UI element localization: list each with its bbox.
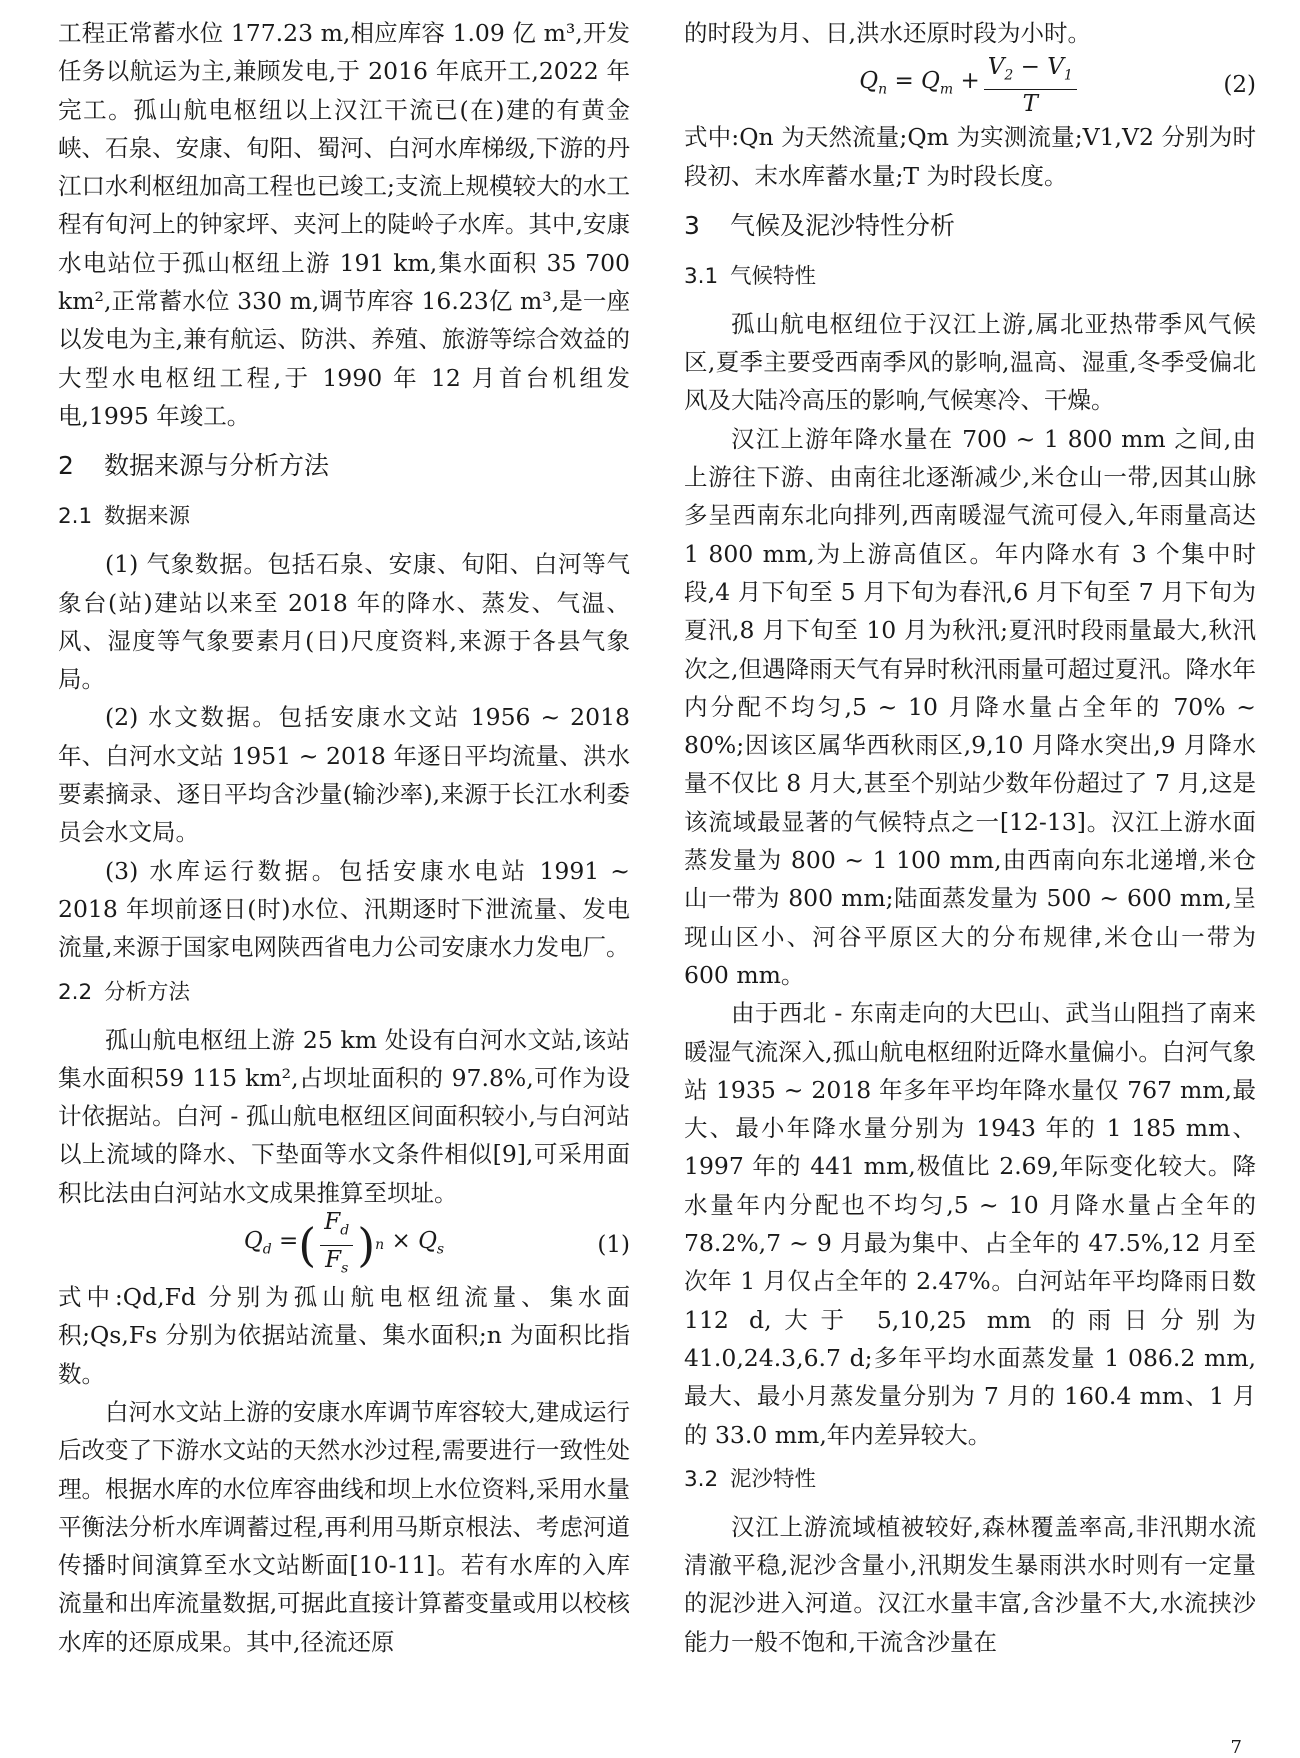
paragraph: (3) 水库运行数据。包括安康水电站 1991 ~ 2018 年坝前逐日(时)水位、汛期逐时下泄流量、发电流量,来源于国家电网陕西省电力公司安康水力发电厂。 [58, 856, 630, 962]
section-heading: 3 气候及泥沙特性分析 [684, 210, 956, 240]
paragraph: (2) 水文数据。包括安康水文站 1956 ~ 2018 年、白河水文站 1951 ~ 2018 年逐日平均流量、洪水要素摘录、逐日平均含沙量(输沙率),来源于长江水利委员会水文局。 [58, 703, 630, 847]
paragraph: 汉江上游年降水量在 700 ~ 1 800 mm 之间,由上游往下游、由南往北逐渐减少,米仓山一带,因其山脉多呈西南东北向排列,西南暖湿气流可侵入,年雨量高达 1 800 mm,为上游高值区。年内降水有 3 个集中时段,4 月下旬至 5 月下旬为春汛,6 月下旬至 7 月下旬为夏汛,8 月下旬至 10 月为秋汛;夏汛时段雨量最大,秋汛次之,但遇降雨天气有异时秋汛雨量可超过夏汛。降水年内分配不均匀,5 ~ 10 月降水量占全年的 70% ~ 80%;因该区属华西秋雨区,9,10 月降水突出,9 月降水量不仅比 8 月大,甚至个别站少数年份超过了 7 月,这是该流域最显著的气候特点之一[12-13]。汉江上游水面蒸发量为 800 ~ 1 100 mm,由西南向东北递增,米仓山一带为 800 mm;陆面蒸发量为 500 ~ 600 mm,呈现山区小、河谷平原区大的分布规律,米仓山一带为 600 mm。 [684, 424, 1256, 989]
paragraph: (1) 气象数据。包括石泉、安康、旬阳、白河等气象台(站)建站以来至 2018 年的降水、蒸发、气温、风、湿度等气象要素月(日)尺度资料,来源于各县气象局。 [58, 550, 630, 694]
paragraph: 式中:Qd,Fd 分别为孤山航电枢纽流量、集水面积;Qs,Fs 分别为依据站流量、集水面积;n 为面积比指数。 [58, 1283, 630, 1388]
subsection-heading: 3.1 气候特性 [684, 263, 817, 289]
paragraph: 孤山航电枢纽位于汉江上游,属北亚热带季风气候区,夏季主要受西南季风的影响,温高、湿重,冬季受偏北风及大陆冷高压的影响,气候寒冷、干燥。 [684, 309, 1256, 415]
equation-2: $Q_n = Q_m$ + $\frac{V_2 - V_1}{T}$ (2) [859, 53, 1256, 118]
equation-1: $Q_d$ = ( $\frac{F_d}{F_s}$ ) n × $Q_s$ (1) [243, 1208, 630, 1277]
subsection-heading: 2.1 数据来源 [58, 504, 191, 530]
paragraph: 工程正常蓄水位 177.23 m,相应库容 1.09 亿 m³,开发任务以航运为主,兼顾发电,于 2016 年底开工,2022 年完工。孤山航电枢纽以上汉江干流已(在)建的有黄金峡、石泉、安康、旬阳、蜀河、白河水库梯级,下游的丹江口水利枢纽加高工程也已竣工;支流上规模较大的水工程有旬河上的钟家坪、夹河上的陡岭子水库。其中,安康水电站位于孤山枢纽上游 191 km,集水面积 35 700 km²,正常蓄水位 330 m,调节库容 16.23亿 m³,是一座以发电为主,兼有航运、防洪、养殖、旅游等综合效益的大型水电枢纽工程,于 1990 年 12 月首台机组发电,1995 年竣工。 [58, 19, 630, 430]
paragraph: 由于西北 - 东南走向的大巴山、武当山阻挡了南来暖湿气流深入,孤山航电枢纽附近降水量偏小。白河气象站 1935 ~ 2018 年多年平均年降水量仅 767 mm,最大、最小年降水量分别为 1943 年的 1 185 mm、1997 年的 441 mm,极值比 2.69,年际变化较大。降水量年内分配也不均匀,5 ~ 10 月降水量占全年的 78.2%,7 ~ 9 月最为集中、占全年的 47.5%,12 月至次年 1 月仅占全年的 2.47%。白河站年平均降雨日数 112 d,大于 5,10,25 mm 的雨日分别为41.0,24.3,6.7 d;多年平均水面蒸发量 1 086.2 mm,最大、最小月蒸发量分别为 7 月的 160.4 mm、1 月的 33.0 mm,年内差异较大。 [684, 999, 1256, 1449]
paragraph: 式中:Qn 为天然流量;Qm 为实测流量;V1,V2 分别为时段初、末水库蓄水量;T 为时段长度。 [684, 123, 1256, 190]
section-heading: 2 数据来源与分析方法 [58, 451, 330, 481]
paragraph: 的时段为月、日,洪水还原时段为小时。 [684, 19, 1091, 47]
paragraph: 汉江上游流域植被较好,森林覆盖率高,非汛期水流清澈平稳,泥沙含量小,汛期发生暴雨洪水时则有一定量的泥沙进入河道。汉江水量丰富,含沙量不大,水流挟沙能力一般不饱和,干流含沙量在 [684, 1512, 1256, 1656]
page-number: 7 [1230, 1737, 1242, 1758]
subsection-heading: 3.2 泥沙特性 [684, 1466, 817, 1492]
equation-number: (2) [1223, 72, 1256, 99]
right-column [684, 14, 1256, 1661]
left-column [58, 14, 630, 1661]
paragraph: 孤山航电枢纽上游 25 km 处设有白河水文站,该站集水面积59 115 km²,占坝址面积的 97.8%,可作为设计依据站。白河 - 孤山航电枢纽区间面积较小,与白河站以上流域的降水、下垫面等水文条件相似[9],可采用面积比法由白河站水文成果推算至坝址。 [58, 1025, 630, 1207]
subsection-heading: 2.2 分析方法 [58, 979, 191, 1005]
equation-number: (1) [597, 1231, 630, 1258]
paragraph: 白河水文站上游的安康水库调节库容较大,建成运行后改变了下游水文站的天然水沙过程,需要进行一致性处理。根据水库的水位库容曲线和坝上水位资料,采用水量平衡法分析水库调蓄过程,再利用马斯京根法、考虑河道传播时间演算至水文站断面[10-11]。若有水库的入库流量和出库流量数据,可据此直接计算蓄变量或用以校核水库的还原成果。其中,径流还原 [58, 1397, 630, 1656]
